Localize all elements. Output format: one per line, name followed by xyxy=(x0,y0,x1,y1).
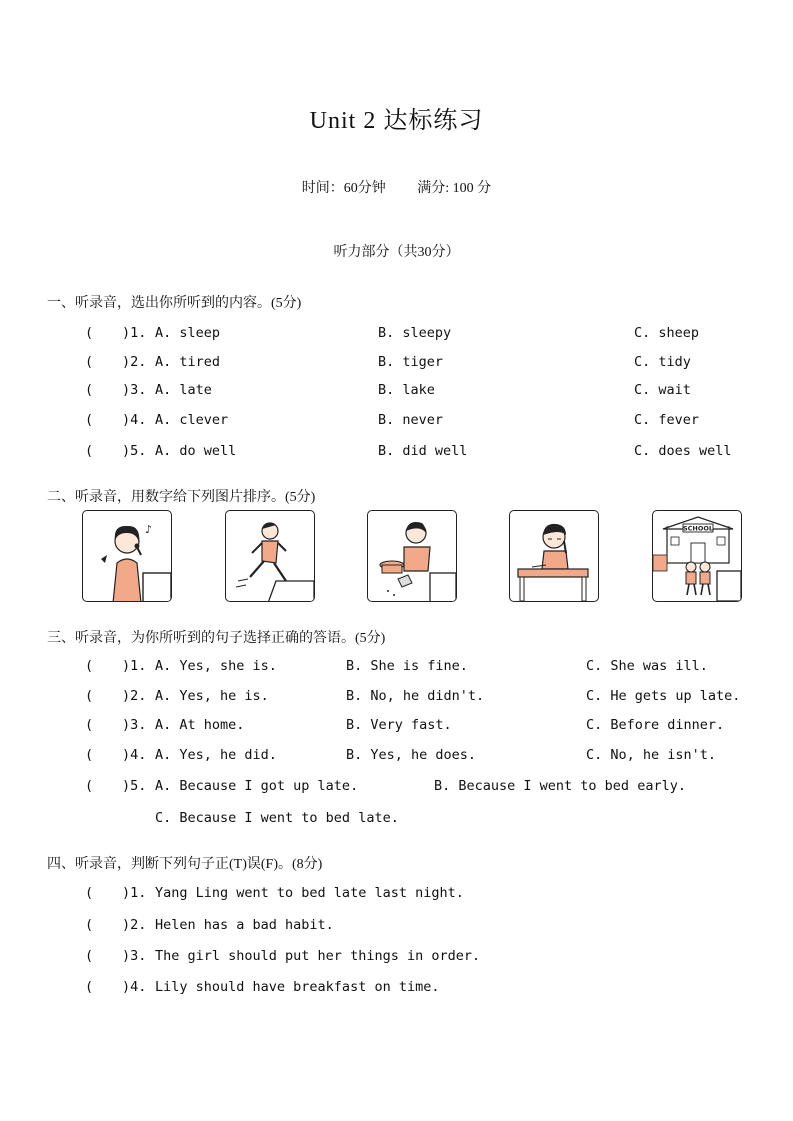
question-number: )5. xyxy=(122,443,147,459)
question-number: )5. xyxy=(122,778,147,794)
option-b: B. sleepy xyxy=(378,325,452,341)
full-score: 满分: 100 分 xyxy=(417,181,492,196)
option-b: B. lake xyxy=(378,382,435,398)
option-c: C. fever xyxy=(634,412,700,428)
option-b: B. She is fine. xyxy=(346,658,468,674)
picture-1 xyxy=(82,510,172,602)
option-a: A. At home. xyxy=(155,717,245,733)
picture-4 xyxy=(509,510,599,602)
question-number: )4. xyxy=(122,412,147,428)
boy-running-icon xyxy=(226,511,314,601)
question-number: )4. xyxy=(122,979,147,995)
question-number: )2. xyxy=(122,917,147,933)
option-a: A. Yes, he did. xyxy=(155,747,277,763)
question-number: )3. xyxy=(122,717,147,733)
option-a: A. Yes, he is. xyxy=(155,688,269,704)
option-c: C. He gets up late. xyxy=(586,688,741,704)
answer-paren[interactable]: ( xyxy=(85,747,94,763)
picture-strip xyxy=(82,510,742,606)
section-4-heading: 四、听录音，判断下列句子正(T)误(F)。(8分) xyxy=(47,857,323,872)
answer-paren[interactable]: ( xyxy=(85,382,94,398)
option-c: C. wait xyxy=(634,382,691,398)
section-1-heading: 一、听录音，选出你所听到的内容。(5分) xyxy=(47,296,302,311)
question-number: )1. xyxy=(122,658,147,674)
option-a: A. Because I got up late. xyxy=(155,778,359,794)
option-c: C. She was ill. xyxy=(586,658,708,674)
statement-text: Yang Ling went to bed late last night. xyxy=(155,885,464,901)
option-a: A. do well xyxy=(155,443,237,459)
option-a: A. clever xyxy=(155,412,229,428)
answer-paren[interactable]: ( xyxy=(85,885,94,901)
question-number: )3. xyxy=(122,948,147,964)
option-b: B. Yes, he does. xyxy=(346,747,477,763)
option-a: A. sleep xyxy=(155,325,221,341)
question-number: )2. xyxy=(122,354,147,370)
svg-text:♪: ♪ xyxy=(145,523,153,536)
girl-singing-icon xyxy=(83,511,171,601)
option-c: C. tidy xyxy=(634,354,691,370)
option-a: A. Yes, she is. xyxy=(155,658,277,674)
boy-sleepy-at-desk-icon xyxy=(510,511,598,601)
option-b: B. never xyxy=(378,412,444,428)
option-c: C. does well xyxy=(634,443,732,459)
time-limit: 时间：60分钟 xyxy=(301,181,386,196)
option-b: B. tiger xyxy=(378,354,444,370)
question-number: )1. xyxy=(122,325,147,341)
answer-paren[interactable]: ( xyxy=(85,325,94,341)
option-c: C. sheep xyxy=(634,325,700,341)
page-title: Unit 2 达标练习 xyxy=(309,108,484,134)
option-b: B. Because I went to bed early. xyxy=(434,778,686,794)
section-2-heading: 二、听录音，用数字给下列图片排序。(5分) xyxy=(47,490,316,505)
option-c: C. Before dinner. xyxy=(586,717,725,733)
picture-5 xyxy=(652,510,742,602)
answer-paren[interactable]: ( xyxy=(85,688,94,704)
answer-paren[interactable]: ( xyxy=(85,354,94,370)
option-b: B. No, he didn't. xyxy=(346,688,485,704)
answer-paren[interactable]: ( xyxy=(85,948,94,964)
picture-3 xyxy=(367,510,457,602)
answer-paren[interactable]: ( xyxy=(85,979,94,995)
answer-paren[interactable]: ( xyxy=(85,443,94,459)
statement-text: The girl should put her things in order. xyxy=(155,948,481,964)
question-number: )2. xyxy=(122,688,147,704)
statement-text: Helen has a bad habit. xyxy=(155,917,334,933)
answer-paren[interactable]: ( xyxy=(85,412,94,428)
part-heading: 听力部分（共30分） xyxy=(333,245,460,260)
exam-meta xyxy=(0,177,793,197)
question-number: )3. xyxy=(122,382,147,398)
question-number: )4. xyxy=(122,747,147,763)
answer-paren[interactable]: ( xyxy=(85,917,94,933)
picture-2 xyxy=(225,510,315,602)
statement-text: Lily should have breakfast on time. xyxy=(155,979,440,995)
option-c: C. No, he isn't. xyxy=(586,747,717,763)
section-3-heading: 三、听录音，为你所听到的句子选择正确的答语。(5分) xyxy=(47,631,386,646)
answer-paren[interactable]: ( xyxy=(85,717,94,733)
boy-washing-dishes-icon xyxy=(368,511,456,601)
option-a: A. tired xyxy=(155,354,221,370)
option-b: B. Very fast. xyxy=(346,717,452,733)
option-c: C. Because I went to bed late. xyxy=(155,810,399,826)
answer-paren[interactable]: ( xyxy=(85,658,94,674)
option-b: B. did well xyxy=(378,443,468,459)
school-sign: SCHOOL xyxy=(682,524,714,533)
kids-at-school-icon xyxy=(653,511,741,601)
question-number: )1. xyxy=(122,885,147,901)
option-a: A. late xyxy=(155,382,212,398)
answer-paren[interactable]: ( xyxy=(85,778,94,794)
